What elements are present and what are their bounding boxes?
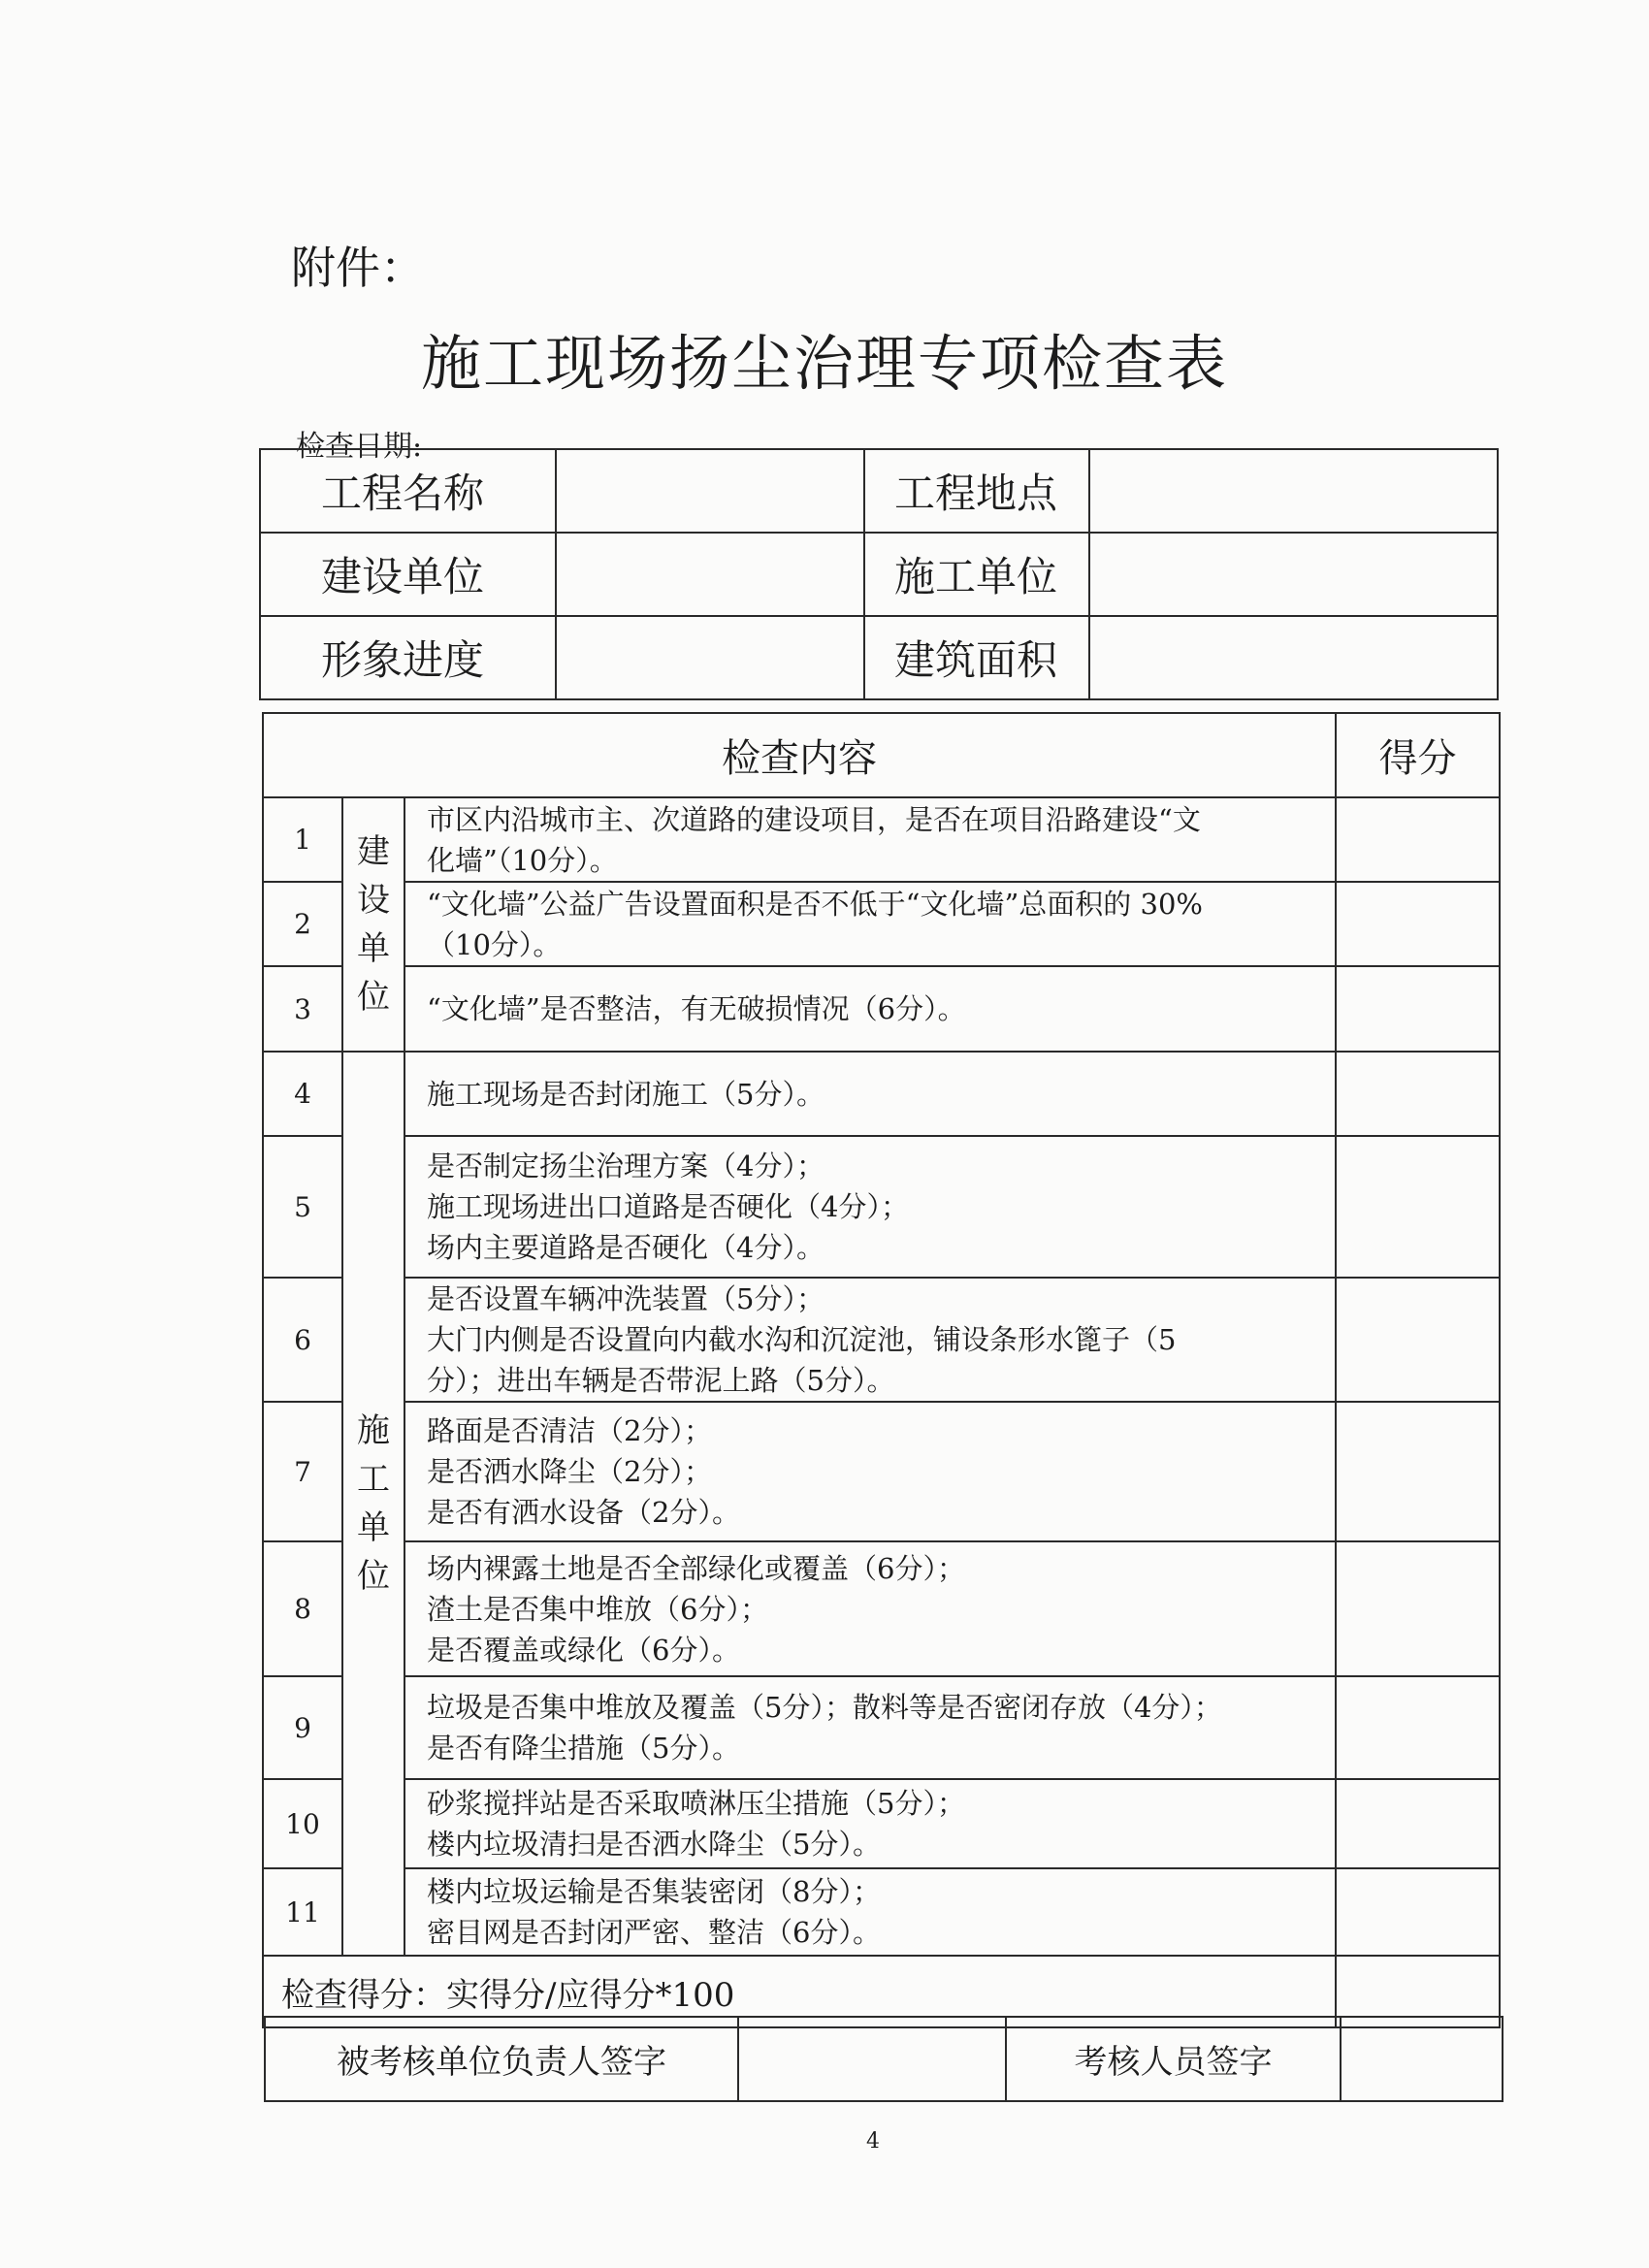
- item-line: 楼内垃圾清扫是否洒水降尘（5分）。: [427, 1828, 881, 1861]
- item-content: [404, 1402, 1336, 1541]
- item-number: 1: [263, 797, 342, 882]
- item-line: “文化墙”是否整洁，有无破损情况（6分）。: [427, 992, 966, 1025]
- inspected-unit-signature-label: 被考核单位负责人签字: [265, 2017, 738, 2101]
- project-location-label: 工程地点: [864, 449, 1089, 533]
- table-row: [263, 966, 1500, 1052]
- checklist-header-row: [263, 713, 1500, 797]
- item-line: 大门内侧是否设置向内截水沟和沉淀池，铺设条形水篦子（5: [427, 1323, 1177, 1356]
- inspector-signature-label: 考核人员签字: [1006, 2017, 1341, 2101]
- item-number: 11: [263, 1868, 342, 1956]
- progress-value[interactable]: [556, 616, 864, 699]
- progress-label: 形象进度: [260, 616, 556, 699]
- page-number: 4: [866, 2129, 880, 2154]
- attachment-label: 附件：: [291, 242, 425, 294]
- item-content: [404, 1779, 1336, 1868]
- table-row: [263, 1402, 1500, 1541]
- item-line: 砂浆搅拌站是否采取喷淋压尘措施（5分）；: [427, 1787, 965, 1820]
- item-number: 4: [263, 1052, 342, 1136]
- item-content: [404, 1278, 1336, 1402]
- signature-row: [265, 2017, 1503, 2101]
- builder-label: 建设单位: [260, 533, 556, 616]
- item-number: 2: [263, 882, 342, 966]
- table-row: [263, 1676, 1500, 1779]
- item-content: [404, 1868, 1336, 1956]
- project-name-value[interactable]: [556, 449, 864, 533]
- item-score[interactable]: [1336, 1868, 1500, 1956]
- contractor-value[interactable]: [1089, 533, 1498, 616]
- contractor-group-label: 施 工 单 位: [342, 1052, 404, 1956]
- checklist-table: [262, 712, 1501, 2028]
- item-score[interactable]: [1336, 1779, 1500, 1868]
- content-header: 检查内容: [263, 713, 1336, 797]
- item-score[interactable]: [1336, 1676, 1500, 1779]
- item-content: [404, 882, 1336, 966]
- item-line: “文化墙”公益广告设置面积是否不低于“文化墙”总面积的 30%: [427, 887, 1203, 921]
- inspected-unit-signature-field[interactable]: [738, 2017, 1006, 2101]
- item-score[interactable]: [1336, 797, 1500, 882]
- item-content: [404, 1676, 1336, 1779]
- item-number: 10: [263, 1779, 342, 1868]
- item-line: 是否覆盖或绿化（6分）。: [427, 1633, 740, 1667]
- item-content: [404, 797, 1336, 882]
- item-line: 分）；进出车辆是否带泥上路（5分）。: [427, 1364, 895, 1397]
- item-number: 9: [263, 1676, 342, 1779]
- contractor-label: 施工单位: [864, 533, 1089, 616]
- table-row: [263, 1136, 1500, 1278]
- item-line: 垃圾是否集中堆放及覆盖（5分）；散料等是否密闭存放（4分）；: [427, 1691, 1222, 1724]
- item-score[interactable]: [1336, 1052, 1500, 1136]
- item-score[interactable]: [1336, 1136, 1500, 1278]
- total-score-label: 检查得分：实得分/应得分*100: [263, 1956, 1336, 2027]
- item-line: 路面是否清洁（2分）；: [427, 1414, 712, 1447]
- item-line: 是否设置车辆冲洗装置（5分）；: [427, 1282, 824, 1315]
- item-line: 场内裸露土地是否全部绿化或覆盖（6分）；: [427, 1551, 965, 1585]
- table-row: [263, 1052, 1500, 1136]
- item-line: 施工现场进出口道路是否硬化（4分）；: [427, 1190, 909, 1223]
- item-line: 密目网是否封闭严密、整洁（6分）。: [427, 1916, 881, 1949]
- item-number: 6: [263, 1278, 342, 1402]
- item-score[interactable]: [1336, 1402, 1500, 1541]
- page-title: 施工现场扬尘治理专项检查表: [420, 328, 1228, 399]
- item-line: 施工现场是否封闭施工（5分）。: [427, 1077, 824, 1111]
- item-number: 8: [263, 1541, 342, 1676]
- item-content: [404, 966, 1336, 1052]
- item-content: [404, 1052, 1336, 1136]
- item-score[interactable]: [1336, 966, 1500, 1052]
- item-line: 是否洒水降尘（2分）；: [427, 1455, 712, 1488]
- signature-table: [264, 2016, 1504, 2102]
- item-line: 是否有降尘措施（5分）。: [427, 1732, 740, 1765]
- project-info-row: [260, 449, 1498, 533]
- item-line: 是否制定扬尘治理方案（4分）；: [427, 1150, 824, 1183]
- item-content: [404, 1541, 1336, 1676]
- item-line: 楼内垃圾运输是否集装密闭（8分）；: [427, 1875, 881, 1908]
- project-info-row: [260, 533, 1498, 616]
- item-number: 5: [263, 1136, 342, 1278]
- item-number: 7: [263, 1402, 342, 1541]
- item-score[interactable]: [1336, 1278, 1500, 1402]
- item-number: 3: [263, 966, 342, 1052]
- builder-group-label: 建 设 单 位: [342, 797, 404, 1052]
- item-line: 化墙”（10分）。: [427, 843, 618, 877]
- floor-area-value[interactable]: [1089, 616, 1498, 699]
- item-line: 市区内沿城市主、次道路的建设项目，是否在项目沿路建设“文: [427, 802, 1201, 836]
- project-info-row: [260, 616, 1498, 699]
- item-line: （10分）。: [427, 927, 562, 961]
- item-line: 场内主要道路是否硬化（4分）。: [427, 1231, 824, 1264]
- project-location-value[interactable]: [1089, 449, 1498, 533]
- item-content: [404, 1136, 1336, 1278]
- table-row: [263, 1541, 1500, 1676]
- check-date-label: 检查日期:: [296, 430, 423, 464]
- project-info-table: [259, 448, 1499, 700]
- table-row: [263, 1868, 1500, 1956]
- floor-area-label: 建筑面积: [864, 616, 1089, 699]
- table-row: [263, 882, 1500, 966]
- item-score[interactable]: [1336, 882, 1500, 966]
- table-row: [263, 1779, 1500, 1868]
- builder-value[interactable]: [556, 533, 864, 616]
- inspector-signature-field[interactable]: [1341, 2017, 1503, 2101]
- item-line: 是否有洒水设备（2分）。: [427, 1496, 740, 1529]
- table-row: [263, 1278, 1500, 1402]
- score-header: 得分: [1336, 713, 1500, 797]
- item-line: 渣土是否集中堆放（6分）；: [427, 1592, 768, 1626]
- project-name-label: 工程名称: [260, 449, 556, 533]
- item-score[interactable]: [1336, 1541, 1500, 1676]
- table-row: [263, 797, 1500, 882]
